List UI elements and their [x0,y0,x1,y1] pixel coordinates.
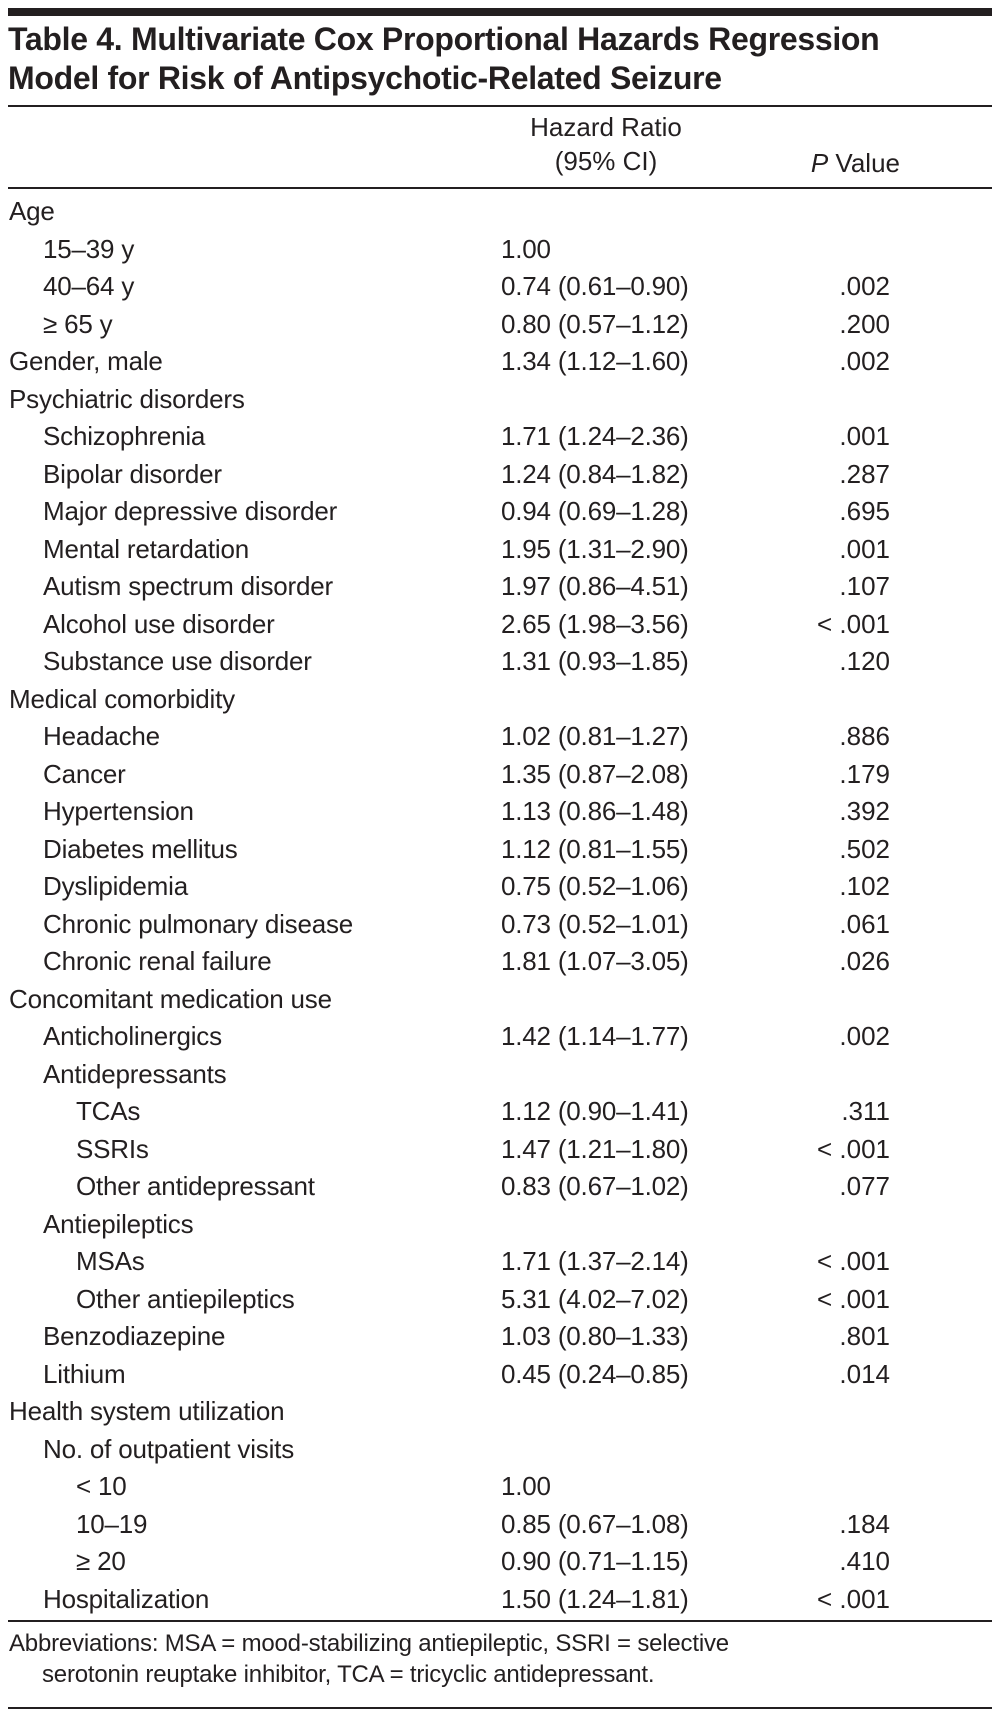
table-section-row [0,981,998,1019]
p-value-cell: .107 [839,571,890,601]
p-value-cell: .102 [839,871,890,901]
p-value-cell: .002 [839,271,890,301]
column-header-hazard-ratio-line-2: (95% CI) [554,146,658,176]
p-value-cell: .311 [841,1096,890,1126]
table-row [0,718,998,756]
table-row [0,1206,998,1244]
table-top-bar [8,8,992,16]
table-section-row [0,1393,998,1431]
hazard-ratio-cell: 1.35 (0.87–2.08) [501,758,689,789]
table-row [0,1168,998,1206]
row-label: Dyslipidemia [43,871,188,901]
column-header-p-value [790,146,900,180]
p-value-cell: .026 [839,946,890,976]
table-row [0,231,998,269]
table-title-line-2: Model for Risk of Antipsychotic-Related Seizure [8,60,722,96]
row-label: Chronic pulmonary disease [43,908,354,939]
row-label: Major depressive disorder [43,496,338,526]
row-label: Substance use disorder [43,646,312,676]
hazard-ratio-cell: 1.71 (1.37–2.14) [501,1246,689,1276]
p-value-cell: .002 [839,1021,890,1051]
table-row [0,1581,998,1619]
p-value-cell: .801 [839,1321,890,1351]
hazard-ratio-cell: 0.94 (0.69–1.28) [501,496,689,526]
p-value-cell: .886 [839,721,890,751]
hazard-ratio-cell: 5.31 (4.02–7.02) [501,1283,689,1314]
p-value-cell: .120 [839,646,890,676]
hazard-ratio-cell: 0.90 (0.71–1.15) [501,1546,689,1576]
hazard-ratio-cell: 1.13 (0.86–1.48) [501,796,689,826]
hazard-ratio-cell: 2.65 (1.98–3.56) [501,608,689,639]
table-row [0,343,998,381]
table-title-line-1: Table 4. Multivariate Cox Proportional Hazards Regression [8,21,880,57]
row-label: Psychiatric disorders [9,383,245,414]
table-row [0,493,998,531]
p-value-cell: .014 [839,1358,890,1389]
p-value-cell: .077 [839,1171,890,1201]
table-section-row [0,381,998,419]
row-label: Benzodiazepine [43,1321,226,1351]
table-body [0,193,998,1618]
hazard-ratio-cell: 1.31 (0.93–1.85) [501,646,689,676]
row-label: Diabetes mellitus [43,833,238,864]
table-row [0,1056,998,1094]
row-label: Autism spectrum disorder [43,571,333,601]
table-row [0,868,998,906]
hazard-ratio-cell: 1.02 (0.81–1.27) [501,721,689,751]
hazard-ratio-cell: 1.12 (0.90–1.41) [501,1096,689,1126]
p-value-cell: .001 [839,533,890,564]
footnote-bottom-rule [8,1707,992,1709]
row-label: Other antiepileptics [76,1283,295,1314]
row-label: 15–39 y [43,233,135,264]
row-label: Antidepressants [43,1058,227,1089]
hazard-ratio-cell: 0.73 (0.52–1.01) [501,908,689,939]
column-header-hazard-ratio [500,110,712,178]
table-row [0,1281,998,1319]
hazard-ratio-cell: 1.71 (1.24–2.36) [501,421,689,451]
p-value-cell: < .001 [816,1133,890,1164]
table-row [0,756,998,794]
row-label: Hypertension [43,796,194,826]
p-value-cell: < .001 [816,1583,890,1614]
row-label: Other antidepressant [76,1171,315,1201]
p-value-cell: .184 [839,1508,890,1539]
row-label: Cancer [43,758,126,789]
table-row [0,531,998,569]
hazard-ratio-cell: 0.74 (0.61–0.90) [501,271,689,301]
hazard-ratio-cell: 1.47 (1.21–1.80) [501,1133,689,1164]
p-value-cell: .200 [839,308,890,339]
table-row [0,306,998,344]
hazard-ratio-cell: 1.03 (0.80–1.33) [501,1321,689,1351]
row-label: SSRIs [76,1133,149,1164]
hazard-ratio-cell: 1.24 (0.84–1.82) [501,458,689,489]
table-row [0,831,998,869]
table-row [0,643,998,681]
table-bottom-rule [8,1620,992,1622]
table-row [0,1093,998,1131]
row-label: Anticholinergics [43,1021,222,1051]
row-label: Concomitant medication use [9,983,332,1014]
p-value-cell: .502 [839,833,890,864]
p-value-cell: .179 [839,758,890,789]
p-value-cell: .287 [839,458,890,489]
hazard-ratio-cell: 0.80 (0.57–1.12) [501,308,689,339]
row-label: ≥ 20 [76,1546,126,1576]
table-row [0,1356,998,1394]
row-label: Schizophrenia [43,421,206,451]
hazard-ratio-cell: 0.83 (0.67–1.02) [501,1171,689,1201]
table-section-row [0,193,998,231]
hazard-ratio-cell: 1.34 (1.12–1.60) [501,346,689,376]
hazard-ratio-cell: 0.85 (0.67–1.08) [501,1508,689,1539]
p-value-label: Value [828,148,900,178]
hazard-ratio-cell: 0.75 (0.52–1.06) [501,871,689,901]
footnote-line-1: Abbreviations: MSA = mood-stabilizing antiepileptic, SSRI = selective [9,1630,729,1657]
table-row [0,268,998,306]
title-rule [8,105,992,107]
row-label: Bipolar disorder [43,458,222,489]
table-title [8,20,988,98]
table-row [0,906,998,944]
row-label: ≥ 65 y [43,308,113,339]
row-label: Health system utilization [9,1396,285,1426]
table-row [0,1431,998,1469]
table-row [0,1018,998,1056]
table-row [0,1131,998,1169]
table-footnote [9,1628,969,1690]
footnote-line-2: serotonin reuptake inhibitor, TCA = tricyclic antidepressant. [42,1661,655,1688]
row-label: Gender, male [9,346,163,376]
row-label: 10–19 [76,1508,148,1539]
table-row [0,1243,998,1281]
hazard-ratio-cell: 1.97 (0.86–4.51) [501,571,689,601]
row-label: TCAs [76,1096,141,1126]
hazard-ratio-cell: 1.95 (1.31–2.90) [501,533,689,564]
p-value-cell: .392 [839,796,890,826]
table-row [0,1468,998,1506]
row-label: < 10 [76,1471,127,1501]
row-label: Headache [43,721,160,751]
column-header-hazard-ratio-line-1: Hazard Ratio [530,112,682,142]
table-row [0,1506,998,1544]
p-value-cell: < .001 [816,1283,890,1314]
row-label: Lithium [43,1358,126,1389]
hazard-ratio-cell: 1.00 [501,1471,551,1501]
p-value-cell: .001 [839,421,890,451]
hazard-ratio-cell: 1.12 (0.81–1.55) [501,833,689,864]
p-value-cell: .410 [839,1546,890,1576]
row-label: MSAs [76,1246,145,1276]
hazard-ratio-cell: 1.00 [501,233,551,264]
p-italic: P [810,148,829,178]
row-label: Hospitalization [43,1583,210,1614]
row-label: Alcohol use disorder [43,608,275,639]
row-label: Age [9,196,55,226]
hazard-ratio-cell: 1.50 (1.24–1.81) [501,1583,689,1614]
row-label: Mental retardation [43,533,249,564]
table-row [0,1543,998,1581]
p-value-cell: .002 [839,346,890,376]
row-label: 40–64 y [43,271,135,301]
header-rule [8,187,992,189]
hazard-ratio-cell: 1.81 (1.07–3.05) [501,946,689,976]
hazard-ratio-cell: 0.45 (0.24–0.85) [501,1358,689,1389]
table-section-row [0,681,998,719]
table-row [0,418,998,456]
p-value-cell: .061 [839,908,890,939]
p-value-cell: .695 [839,496,890,526]
table-row [0,568,998,606]
row-label: Antiepileptics [43,1208,194,1239]
table-row [0,1318,998,1356]
row-label: Chronic renal failure [43,946,272,976]
table-row [0,793,998,831]
table-row [0,606,998,644]
table-row [0,456,998,494]
row-label: Medical comorbidity [9,683,235,714]
table-row [0,943,998,981]
p-value-cell: < .001 [816,1246,890,1276]
row-label: No. of outpatient visits [43,1433,294,1464]
p-value-cell: < .001 [816,608,890,639]
hazard-ratio-cell: 1.42 (1.14–1.77) [501,1021,689,1051]
